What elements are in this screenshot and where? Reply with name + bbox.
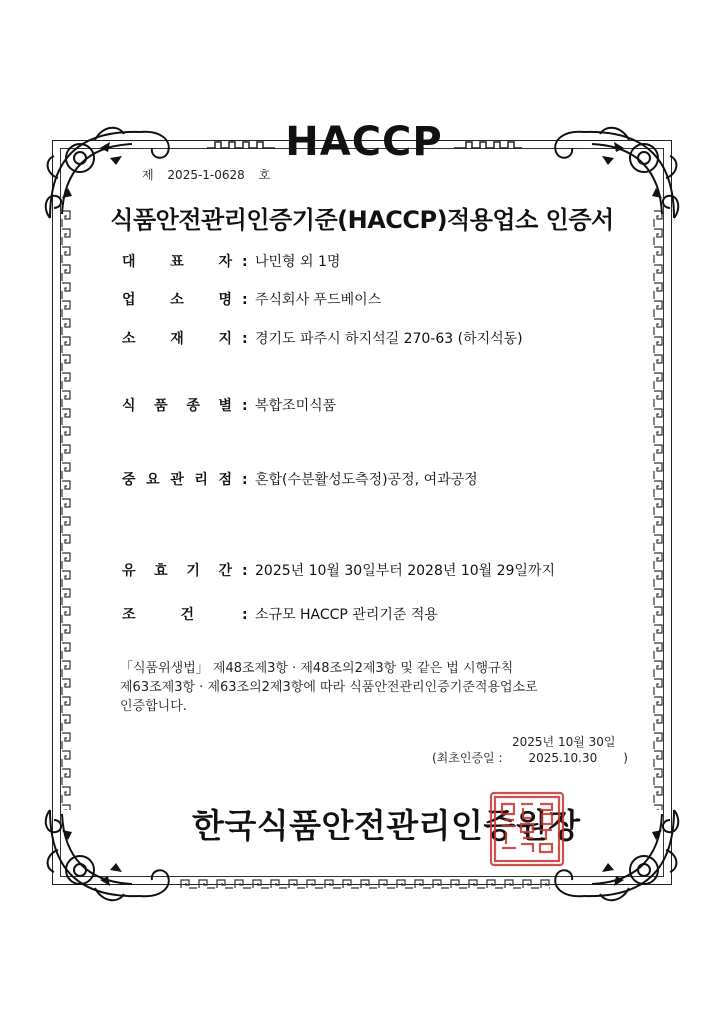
legal-statement — [120, 659, 620, 716]
label-char: 관 — [170, 472, 184, 488]
label-char: 요 — [146, 472, 160, 488]
field-colon: : — [242, 472, 248, 488]
field-value: 소규모 HACCP 관리기준 적용 — [255, 607, 438, 623]
left-fret-border — [60, 210, 72, 810]
top-left-wave-ornament — [205, 138, 277, 152]
label-char: 자 — [218, 254, 232, 270]
label-char: 품 — [154, 398, 168, 414]
label-char: 점 — [218, 472, 232, 488]
certificate-title: 식품안전관리인증기준(HACCP)적용업소 인증서 — [110, 206, 614, 234]
label-char: 간 — [218, 563, 232, 579]
label-char: 종 — [186, 398, 200, 414]
label-char: 식 — [122, 398, 136, 414]
label-char: 중 — [122, 472, 136, 488]
field-value: 경기도 파주시 하지석길 270-63 (하지석동) — [255, 331, 523, 347]
cert-number-prefix: 제 — [142, 168, 154, 182]
first-cert-value: 2025.10.30 — [528, 751, 598, 765]
first-certification-date — [432, 749, 628, 766]
label-char: 표 — [170, 254, 184, 270]
first-cert-close: ) — [623, 751, 628, 765]
label-char: 별 — [218, 398, 232, 414]
field-value: 혼합(수분활성도측정)공정, 여과공정 — [255, 472, 478, 488]
label-char: 기 — [186, 563, 200, 579]
haccp-logo: HACCP — [285, 119, 443, 165]
label-char: 업 — [122, 292, 136, 308]
cert-number-suffix: 호 — [258, 168, 271, 182]
field-label — [122, 605, 194, 625]
issue-date: 2025년 10월 30일 — [512, 735, 616, 749]
legal-statement-line: 제63조제3항 · 제63조의2제3항에 따라 식품안전관리인증기준적용업소로 — [120, 680, 538, 695]
field-label — [122, 470, 232, 490]
official-seal-stamp — [488, 790, 566, 868]
field-colon: : — [242, 398, 248, 414]
bottom-fret-border — [180, 878, 550, 890]
field-label — [122, 396, 232, 416]
field-label — [122, 290, 232, 310]
first-cert-label: (최초인증일 : — [432, 751, 503, 765]
label-char: 명 — [218, 292, 232, 308]
top-right-wave-ornament — [452, 138, 524, 152]
label-char: 유 — [122, 563, 136, 579]
right-fret-border — [652, 210, 664, 810]
label-char: 재 — [170, 331, 184, 347]
bottom-left-corner-ornament — [40, 800, 190, 910]
legal-statement-line: 인증합니다. — [120, 699, 187, 714]
legal-statement-line: 「식품위생법」 제48조제3항 · 제48조의2제3항 및 같은 법 시행규칙 — [120, 661, 514, 676]
field-value: 2025년 10월 30일부터 2028년 10월 29일까지 — [255, 563, 556, 579]
label-char: 소 — [122, 331, 136, 347]
field-colon: : — [242, 254, 248, 270]
field-colon: : — [242, 607, 248, 623]
cert-number-value: 2025-1-0628 — [167, 168, 245, 182]
label-char: 지 — [218, 331, 232, 347]
issuer-name: 한국식품안전관리인증원장 — [192, 806, 581, 845]
label-char: 효 — [154, 563, 168, 579]
label-char: 건 — [180, 607, 194, 623]
field-value: 주식회사 푸드베이스 — [255, 292, 382, 308]
field-value: 나민형 외 1명 — [255, 254, 341, 270]
field-colon: : — [242, 563, 248, 579]
label-char: 조 — [122, 607, 136, 623]
label-char: 대 — [122, 254, 136, 270]
label-char: 소 — [170, 292, 184, 308]
field-colon: : — [242, 292, 248, 308]
field-label — [122, 561, 232, 581]
field-colon: : — [242, 331, 248, 347]
certificate-number — [142, 166, 280, 183]
field-value: 복합조미식품 — [255, 398, 337, 414]
label-char: 리 — [194, 472, 208, 488]
field-label — [122, 252, 232, 272]
field-label — [122, 329, 232, 349]
